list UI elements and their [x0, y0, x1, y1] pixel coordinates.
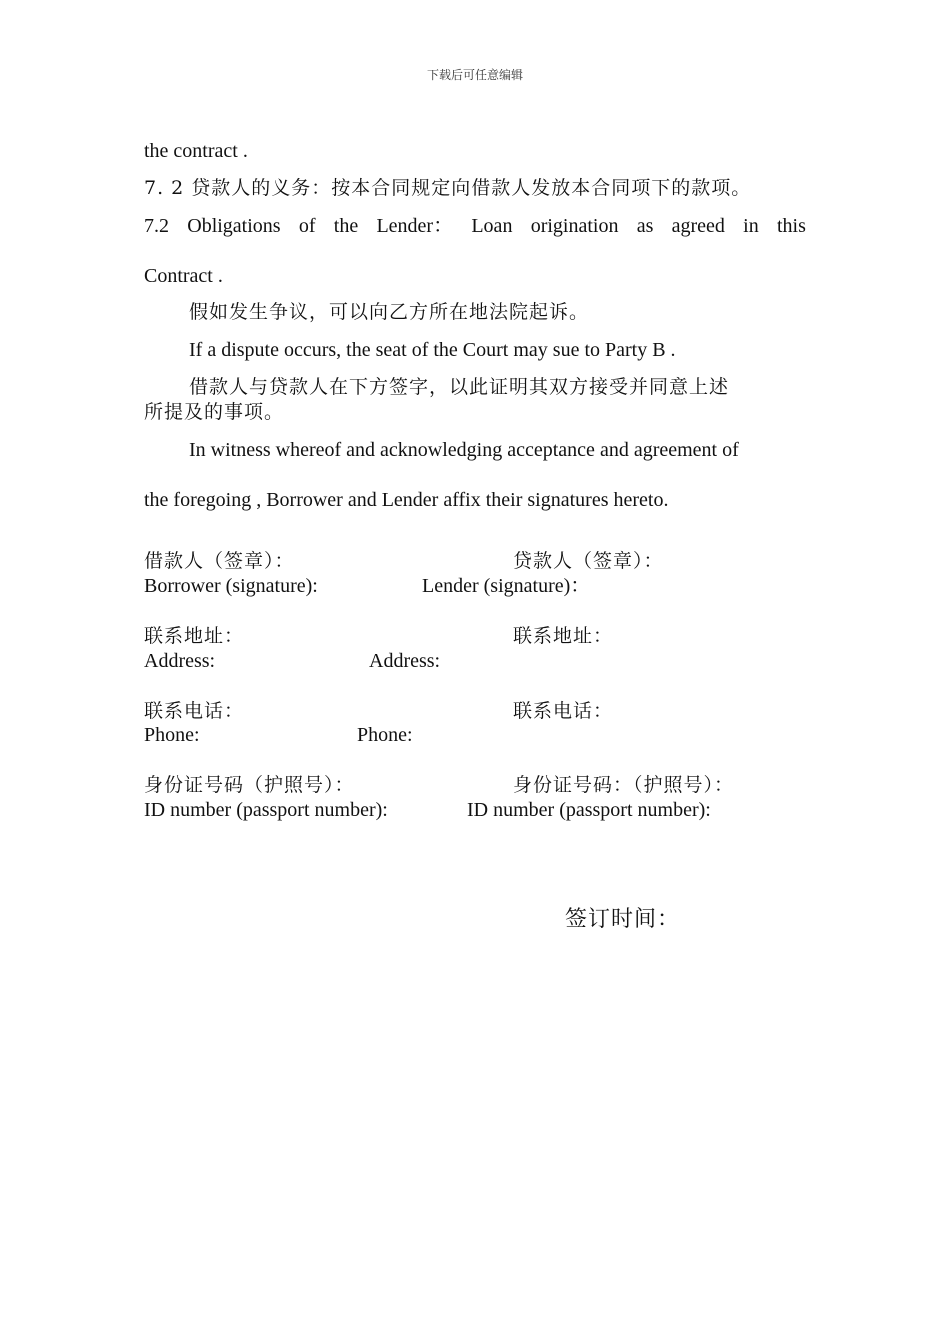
- paragraph-lender-obligation-cn: 7. 2 贷款人的义务：按本合同规定向借款人发放本合同项下的款项。: [144, 177, 752, 199]
- lender-phone-label-en: Phone:: [357, 724, 413, 746]
- paragraph-lender-obligation-en: [144, 214, 806, 238]
- borrower-phone-label-en: Phone:: [144, 724, 200, 746]
- paragraph-dispute-en: If a dispute occurs, the seat of the Court may sue to Party B .: [189, 339, 676, 361]
- lender-signature-label-en: Lender (signature)：: [422, 575, 591, 597]
- paragraph-witness-en-line1: In witness whereof and acknowledging acceptance and agreement of: [189, 439, 739, 461]
- paragraph-witness-cn-line1: 借款人与贷款人在下方签字，以此证明其双方接受并同意上述: [189, 376, 730, 398]
- lender-address-label-cn: 联系地址：: [513, 625, 614, 647]
- word: Loan: [471, 215, 513, 237]
- page-header: 下载后可任意编辑: [426, 68, 523, 82]
- borrower-id-label-en: ID number (passport number):: [144, 799, 388, 821]
- word: as: [636, 215, 654, 237]
- word: Obligations: [187, 215, 281, 237]
- word: Lender：: [376, 215, 454, 237]
- lender-id-label-cn: 身份证号码：（护照号）：: [513, 774, 735, 796]
- borrower-address-label-cn: 联系地址：: [144, 625, 245, 647]
- paragraph-witness-en-line2: the foregoing , Borrower and Lender affix their signatures hereto.: [144, 489, 669, 511]
- lender-id-label-en: ID number (passport number):: [467, 799, 711, 821]
- paragraph-dispute-cn: 假如发生争议，可以向乙方所在地法院起诉。: [189, 301, 590, 323]
- borrower-address-label-en: Address:: [144, 650, 216, 672]
- paragraph-witness-cn-line2: 所提及的事项。: [144, 401, 285, 423]
- word: origination: [530, 215, 619, 237]
- borrower-id-label-cn: 身份证号码（护照号）：: [144, 774, 355, 796]
- lender-signature-label-cn: 贷款人（签章）：: [513, 550, 664, 572]
- paragraph-contract-word: Contract .: [144, 265, 223, 287]
- borrower-phone-label-cn: 联系电话：: [144, 700, 245, 722]
- borrower-signature-label-cn: 借款人（签章）：: [144, 550, 295, 572]
- borrower-signature-label-en: Borrower (signature):: [144, 575, 318, 597]
- word: the: [333, 215, 359, 237]
- word: of: [298, 215, 316, 237]
- word: this: [776, 215, 806, 237]
- lender-phone-label-cn: 联系电话：: [513, 700, 614, 722]
- lender-address-label-en: Address:: [369, 650, 441, 672]
- paragraph-contract-end: the contract .: [144, 140, 248, 162]
- word: 7.2: [144, 215, 169, 237]
- signing-date-label: 签订时间：: [565, 907, 681, 932]
- word: agreed: [671, 215, 725, 237]
- word: in: [743, 215, 759, 237]
